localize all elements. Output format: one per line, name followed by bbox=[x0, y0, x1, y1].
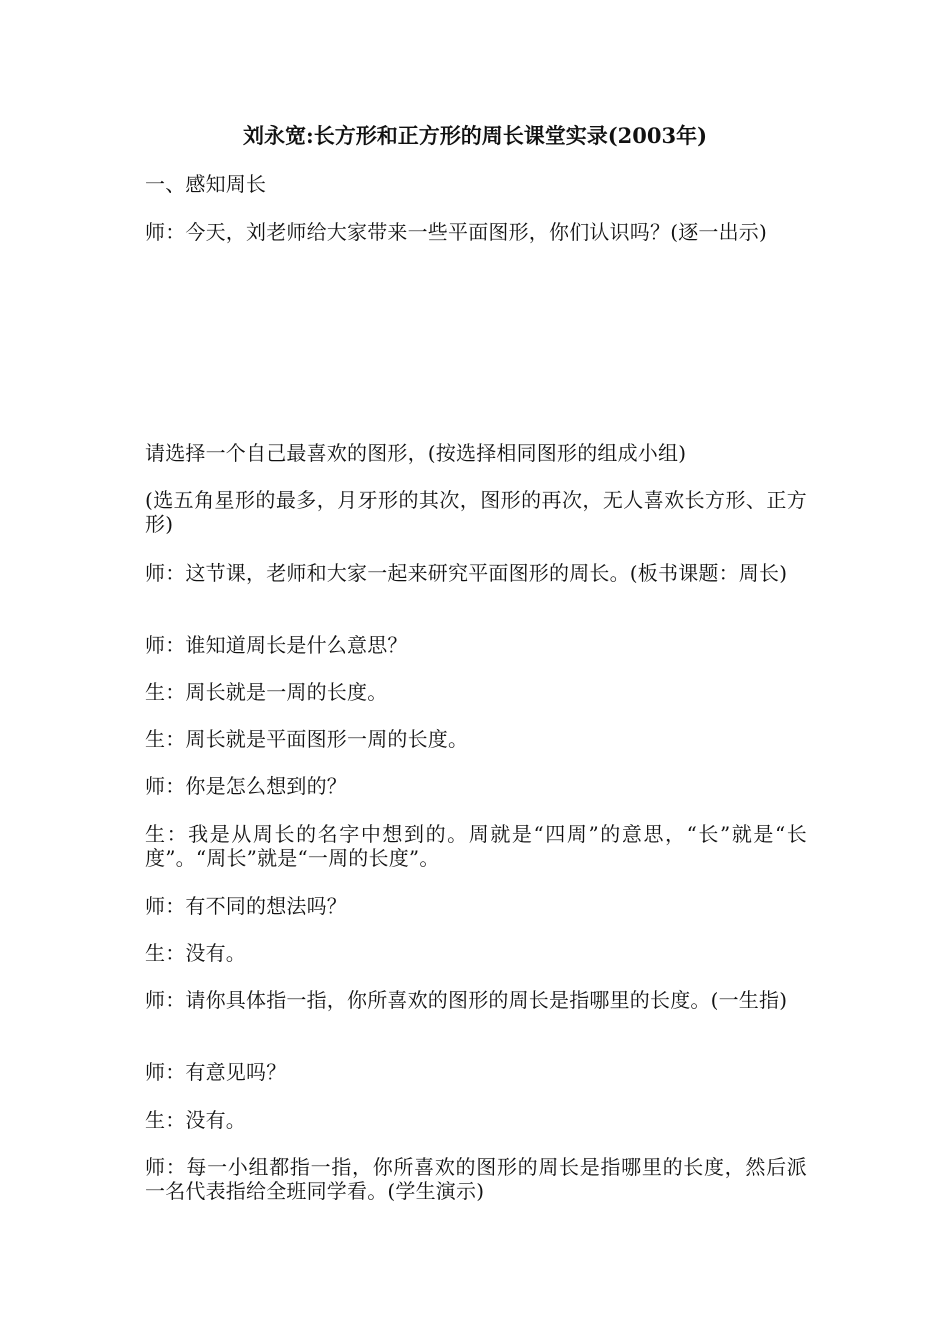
paragraph: 师：这节课，老师和大家一起来研究平面图形的周长。(板书课题：周长) bbox=[145, 561, 788, 585]
paragraph: 师：每一小组都指一指，你所喜欢的图形的周长是指哪里的长度，然后派一名代表指给全班同学看。(学生演示) bbox=[145, 1155, 807, 1203]
paragraph: 师：今天，刘老师给大家带来一些平面图形，你们认识吗？(逐一出示) bbox=[145, 220, 768, 244]
paragraph: 师：谁知道周长是什么意思？ bbox=[145, 633, 408, 657]
paragraph: (选五角星形的最多，月牙形的其次，图形的再次，无人喜欢长方形、正方形) bbox=[145, 488, 807, 536]
paragraph: 生：周长就是平面图形一周的长度。 bbox=[145, 727, 469, 751]
paragraph: 师：有意见吗？ bbox=[145, 1060, 287, 1084]
paragraph: 生：周长就是一周的长度。 bbox=[145, 680, 388, 704]
paragraph: 生：没有。 bbox=[145, 1108, 246, 1132]
figure-placeholder bbox=[145, 285, 805, 420]
document-title: 刘永宽:长方形和正方形的周长课堂实录(2003年) bbox=[242, 123, 708, 148]
paragraph: 生：我是从周长的名字中想到的。周就是“四周”的意思，“长”就是“长度”。“周长”就是“一周的长度”。 bbox=[145, 822, 807, 870]
paragraph: 生：没有。 bbox=[145, 941, 246, 965]
paragraph: 师：有不同的想法吗？ bbox=[145, 894, 347, 918]
paragraph: 请选择一个自己最喜欢的图形，(按选择相同图形的组成小组) bbox=[145, 441, 687, 465]
section-heading: 一、感知周长 bbox=[145, 172, 267, 196]
paragraph: 师：你是怎么想到的？ bbox=[145, 774, 347, 798]
paragraph: 师：请你具体指一指，你所喜欢的图形的周长是指哪里的长度。(一生指) bbox=[145, 988, 788, 1012]
